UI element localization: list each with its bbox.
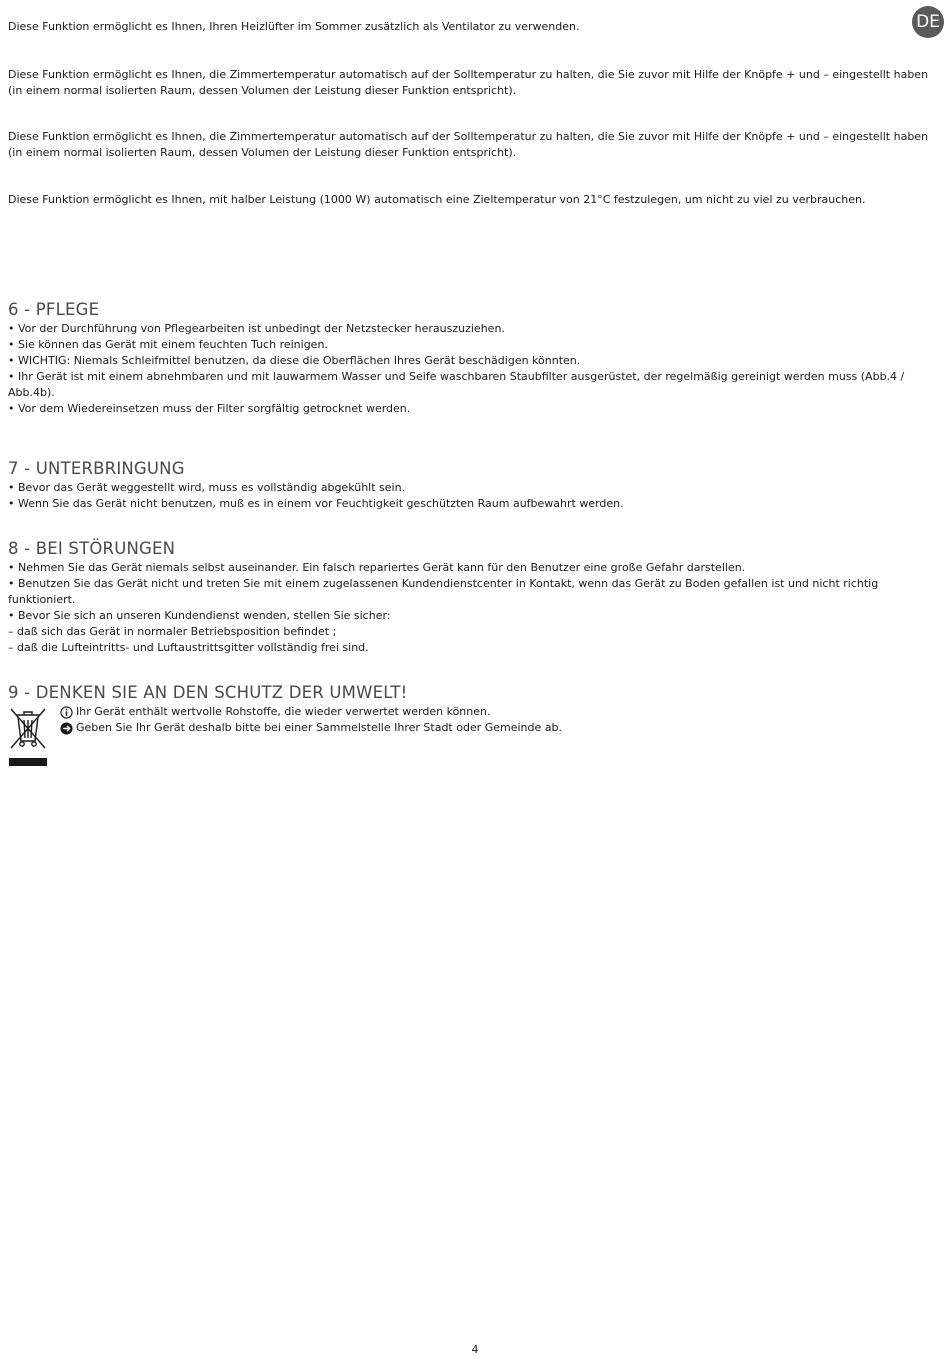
storage-list	[8, 480, 943, 512]
care-list	[8, 321, 943, 417]
list-item: • Nehmen Sie das Gerät niemals selbst auseinander. Ein falsch repariertes Gerät kann für den Benutzer eine große Gefahr darstellen.	[8, 561, 746, 574]
list-item: • Bevor Sie sich an unseren Kundendienst wenden, stellen Sie sicher:	[8, 609, 391, 622]
crossed-out-wheelie-bin-icon	[8, 705, 48, 769]
troubleshooting-list	[8, 560, 943, 656]
list-item: • Ihr Gerät ist mit einem abnehmbaren und mit lauwarmem Wasser und Seife waschbaren Staubfilter ausgerüstet, der regelmäßig gereinigt werden muss (Abb.4 / Abb.4b).	[8, 370, 905, 399]
list-item: • Vor der Durchführung von Pflegearbeiten ist unbedingt der Netzstecker herauszuziehen.	[8, 322, 505, 335]
list-item: • Wenn Sie das Gerät nicht benutzen, muß es in einem vor Feuchtigkeit geschützten Raum aufbewahrt werden.	[8, 497, 624, 510]
environment-note-text: Ihr Gerät enthält wertvolle Rohstoffe, die wieder verwertet werden können.	[76, 705, 491, 718]
intro-paragraph-1: Diese Funktion ermöglicht es Ihnen, Ihren Heizlüfter im Sommer zusätzlich als Ventilator zu verwenden.	[8, 20, 580, 33]
section-title-storage: 7 - UNTERBRINGUNG	[8, 459, 185, 478]
section-title-troubleshooting: 8 - BEI STÖRUNGEN	[8, 539, 176, 558]
environment-notes	[60, 704, 562, 736]
environment-note-text: Geben Sie Ihr Gerät deshalb bitte bei einer Sammelstelle Ihrer Stadt oder Gemeinde ab.	[76, 721, 562, 734]
list-item: – daß sich das Gerät in normaler Betriebsposition befindet ;	[8, 625, 337, 638]
environment-note-recyclable	[60, 704, 562, 720]
list-item: – daß die Lufteintritts- und Luftaustrittsgitter vollständig frei sind.	[8, 641, 369, 654]
intro-paragraph-4: Diese Funktion ermöglicht es Ihnen, mit halber Leistung (1000 W) automatisch eine Zieltemperatur von 21°C festzulegen, um nicht zu viel zu verbrauchen.	[8, 193, 866, 206]
list-item: • Benutzen Sie das Gerät nicht und treten Sie mit einem zugelassenen Kundendienstcenter in Kontakt, wenn das Gerät zu Boden gefallen ist und nicht richtig funktioniert.	[8, 577, 879, 606]
environment-note-collection	[60, 720, 562, 736]
list-item: • Sie können das Gerät mit einem feuchten Tuch reinigen.	[8, 338, 328, 351]
language-badge: DE	[912, 6, 944, 38]
section-title-environment: 9 - DENKEN SIE AN DEN SCHUTZ DER UMWELT!	[8, 683, 408, 702]
page-number: 4	[471, 1343, 479, 1356]
list-item: • WICHTIG: Niemals Schleifmittel benutzen, da diese die Oberflächen Ihres Gerät beschädigen könnten.	[8, 354, 581, 367]
list-item: • Bevor das Gerät weggestellt wird, muss es vollständig abgekühlt sein.	[8, 481, 406, 494]
arrow-right-circle-icon	[60, 722, 73, 735]
info-circle-icon	[60, 706, 73, 719]
intro-paragraph-2: Diese Funktion ermöglicht es Ihnen, die Zimmertemperatur automatisch auf der Solltemperatur zu halten, die Sie zuvor mit Hilfe der Knöpfe + und – eingestellt haben (in einem normal isolierten Raum, dessen Volumen der Leistung dieser Funktion entspricht).	[8, 68, 929, 97]
section-title-care: 6 - PFLEGE	[8, 300, 100, 319]
list-item: • Vor dem Wiedereinsetzen muss der Filter sorgfältig getrocknet werden.	[8, 402, 411, 415]
intro-paragraph-3: Diese Funktion ermöglicht es Ihnen, die Zimmertemperatur automatisch auf der Solltemperatur zu halten, die Sie zuvor mit Hilfe der Knöpfe + und – eingestellt haben (in einem normal isolierten Raum, dessen Volumen der Leistung dieser Funktion entspricht).	[8, 130, 929, 159]
